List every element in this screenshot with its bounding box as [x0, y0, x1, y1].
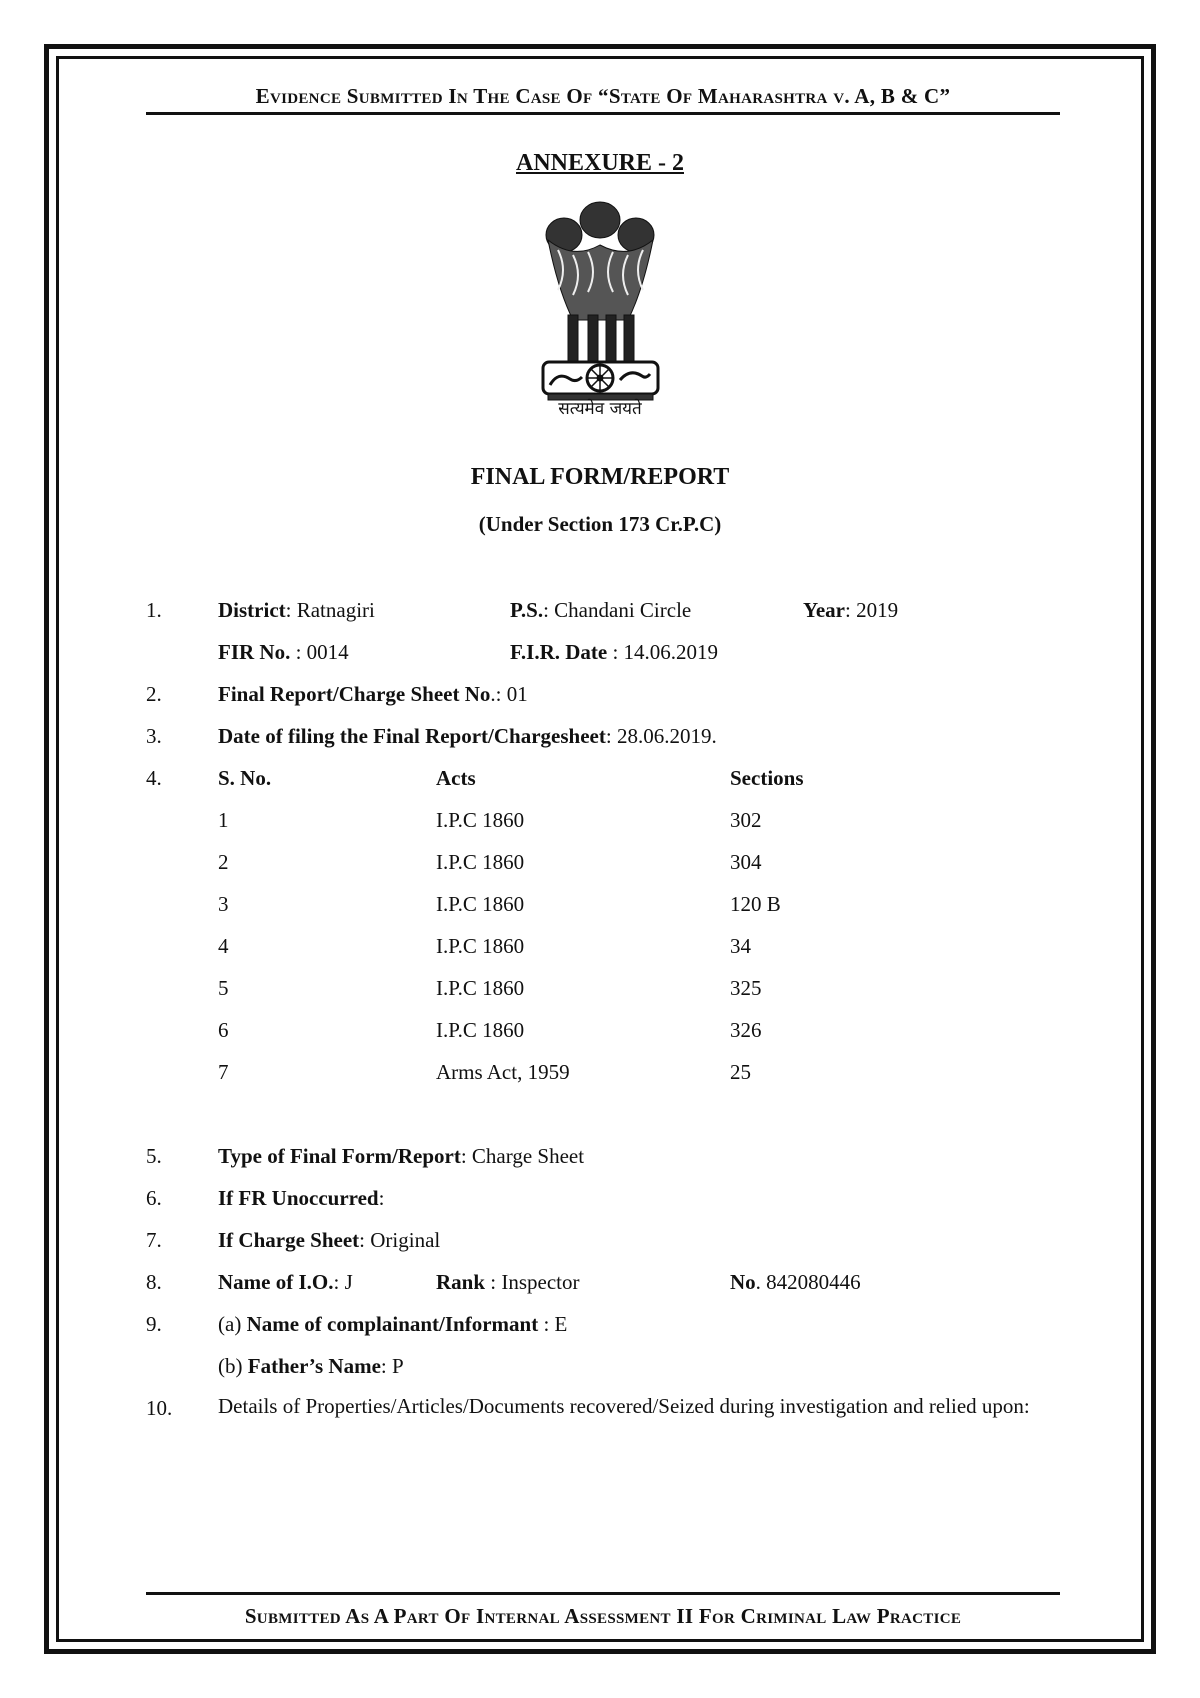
ps-field [510, 598, 691, 623]
filing-date-field [218, 724, 717, 749]
io-number-field [730, 1270, 861, 1295]
state-emblem-icon [528, 190, 673, 420]
field-label: Final Report/Charge Sheet No [218, 682, 491, 706]
column-header-sno: S. No. [218, 766, 272, 790]
item-number: 3. [146, 724, 162, 748]
field-value: : P [380, 1354, 404, 1378]
item-8-row [0, 1270, 1200, 1300]
cell-act: I.P.C 1860 [436, 850, 525, 874]
district-label: District [218, 598, 286, 622]
table-row [0, 976, 1200, 1006]
item-9-row-2 [0, 1354, 1200, 1384]
rank-label: Rank [436, 1270, 486, 1294]
field-value: : Charge Sheet [460, 1144, 585, 1168]
cell-section: 304 [730, 850, 762, 874]
io-number-label: No [730, 1270, 756, 1294]
cell-section: 326 [730, 1018, 762, 1042]
cell-section: 302 [730, 808, 762, 832]
field-label: If FR Unoccurred [218, 1186, 379, 1210]
running-footer: Submitted As A Part Of Internal Assessment II For Criminal Law Practice [244, 1604, 962, 1628]
field-prefix: (b) [218, 1354, 248, 1378]
cell-section: 34 [730, 934, 751, 958]
fir-label: FIR No. [218, 640, 291, 664]
cell-act: I.P.C 1860 [436, 934, 525, 958]
item-1-row-2 [0, 640, 1200, 670]
item-number: 9. [146, 1312, 162, 1336]
field-label: Date of filing the Final Report/Chargesheet [218, 724, 606, 748]
item-2-row [0, 682, 1200, 712]
cell-act: I.P.C 1860 [436, 976, 525, 1000]
io-name-value: : J [333, 1270, 353, 1294]
item-3-row [0, 724, 1200, 754]
cell-sno: 6 [218, 1018, 229, 1042]
item-number: 2. [146, 682, 162, 706]
footer-rule [146, 1592, 1060, 1595]
charge-sheet-no-field [218, 682, 528, 707]
table-row [0, 808, 1200, 838]
final-form-type-field [218, 1144, 584, 1169]
fir-value: : 0014 [290, 640, 349, 664]
item-number: 1. [146, 598, 162, 622]
cell-sno: 1 [218, 808, 229, 832]
ps-value: : Chandani Circle [543, 598, 692, 622]
cell-section: 325 [730, 976, 762, 1000]
item-1-row [0, 598, 1200, 628]
year-value: : 2019 [844, 598, 899, 622]
header-rule [146, 112, 1060, 115]
item-number: 5. [146, 1144, 162, 1168]
cell-sno: 4 [218, 934, 229, 958]
cell-sno: 2 [218, 850, 229, 874]
item-number: 10. [146, 1396, 173, 1420]
cell-sno: 5 [218, 976, 229, 1000]
item-number: 6. [146, 1186, 162, 1210]
rank-field [436, 1270, 580, 1295]
cell-sno: 3 [218, 892, 229, 916]
emblem-motto: सत्यमेव जयते [558, 399, 642, 419]
properties-details-text: Details of Properties/Articles/Documents recovered/Seized during investigation and relied upon: [218, 1394, 1030, 1418]
running-header: Evidence Submitted In The Case Of “State Of Maharashtra v. A, B & C” [255, 84, 951, 108]
column-header-sections: Sections [730, 766, 804, 790]
item-5-row [0, 1144, 1200, 1174]
charge-sheet-type-field [218, 1228, 440, 1253]
table-row [0, 850, 1200, 880]
item-7-row [0, 1228, 1200, 1258]
year-label: Year [803, 598, 845, 622]
field-value: : [378, 1186, 385, 1210]
io-name-field [218, 1270, 353, 1295]
district-field [218, 598, 375, 623]
acts-table-header [0, 766, 1200, 796]
cell-act: I.P.C 1860 [436, 1018, 525, 1042]
report-subtitle: (Under Section 173 Cr.P.C) [478, 512, 722, 536]
fir-date-field [510, 640, 718, 665]
cell-act: I.P.C 1860 [436, 808, 525, 832]
field-value: : E [538, 1312, 568, 1336]
io-name-label: Name of I.O. [218, 1270, 334, 1294]
field-label: Name of complainant/Informant [246, 1312, 539, 1336]
item-9-row [0, 1312, 1200, 1342]
annexure-title: ANNEXURE - 2 [516, 150, 684, 176]
year-field [803, 598, 898, 623]
ps-label: P.S. [510, 598, 544, 622]
fir-date-value: : 14.06.2019 [607, 640, 719, 664]
field-label: Father’s Name [247, 1354, 381, 1378]
field-value: : Original [359, 1228, 441, 1252]
item-number: 8. [146, 1270, 162, 1294]
rank-value: : Inspector [485, 1270, 580, 1294]
table-row [0, 934, 1200, 964]
field-value: .: 01 [490, 682, 528, 706]
district-value: : Ratnagiri [285, 598, 375, 622]
item-number: 7. [146, 1228, 162, 1252]
complainant-field [218, 1312, 567, 1337]
fir-date-label: F.I.R. Date [510, 640, 608, 664]
item-number: 4. [146, 766, 162, 790]
table-row [0, 892, 1200, 922]
cell-act: I.P.C 1860 [436, 892, 525, 916]
field-label: Type of Final Form/Report [218, 1144, 461, 1168]
fir-field [218, 640, 349, 665]
cell-section: 25 [730, 1060, 751, 1084]
report-title: FINAL FORM/REPORT [470, 464, 730, 490]
table-row [0, 1060, 1200, 1090]
column-header-acts: Acts [436, 766, 476, 790]
item-6-row [0, 1186, 1200, 1216]
io-number-value: . 842080446 [755, 1270, 861, 1294]
field-prefix: (a) [218, 1312, 247, 1336]
cell-act: Arms Act, 1959 [436, 1060, 570, 1084]
cell-sno: 7 [218, 1060, 229, 1084]
field-label: If Charge Sheet [218, 1228, 360, 1252]
table-row [0, 1018, 1200, 1048]
field-value: : 28.06.2019. [605, 724, 717, 748]
father-name-field [218, 1354, 404, 1379]
fr-unoccurred-field [218, 1186, 384, 1211]
cell-section: 120 B [730, 892, 781, 916]
